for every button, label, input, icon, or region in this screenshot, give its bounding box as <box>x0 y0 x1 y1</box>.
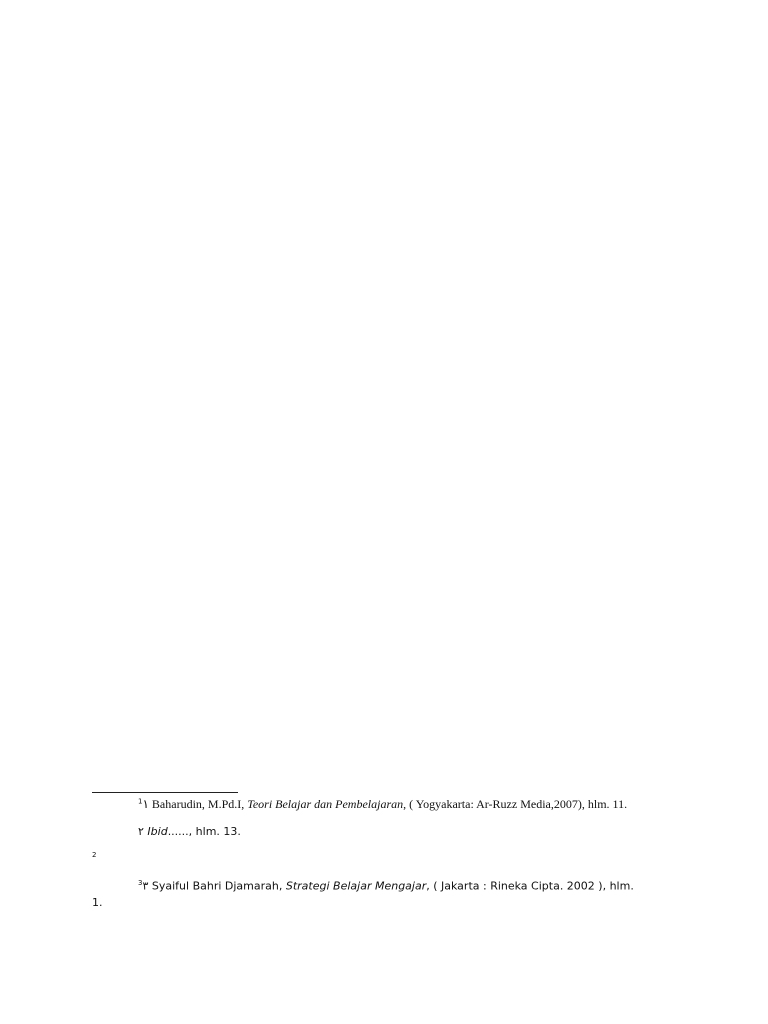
footnote-text: , ( Jakarta : Rineka Cipta. 2002 ), hlm. <box>426 879 634 893</box>
footnote-2 <box>138 825 728 838</box>
footnote-3-continuation: 1. <box>92 896 103 909</box>
footnote-title: Strategi Belajar Mengajar <box>285 879 427 893</box>
footnote-text: ٣ Syaiful Bahri Djamarah, <box>142 879 286 893</box>
footnote-separator <box>92 792 238 793</box>
footnote-marker: ٢ <box>138 825 144 838</box>
footnote-1 <box>138 797 728 812</box>
footnote-3 <box>138 879 728 893</box>
footnote-marker: 1 <box>138 797 143 806</box>
footnote-title: Teori Belajar dan Pembelajaran <box>247 797 404 811</box>
footnote-text: ......, hlm. 13. <box>167 825 241 838</box>
footnote-title: Ibid <box>147 825 168 838</box>
footnote-text: , ( Yogyakarta: Ar-Ruzz Media,2007), hlm. 11. <box>403 797 628 811</box>
footnote-text: ١ Baharudin, M.Pd.I, <box>142 797 248 811</box>
footnote-marker-orphan: 2 <box>92 851 97 859</box>
footnote-marker: 3 <box>138 879 143 887</box>
